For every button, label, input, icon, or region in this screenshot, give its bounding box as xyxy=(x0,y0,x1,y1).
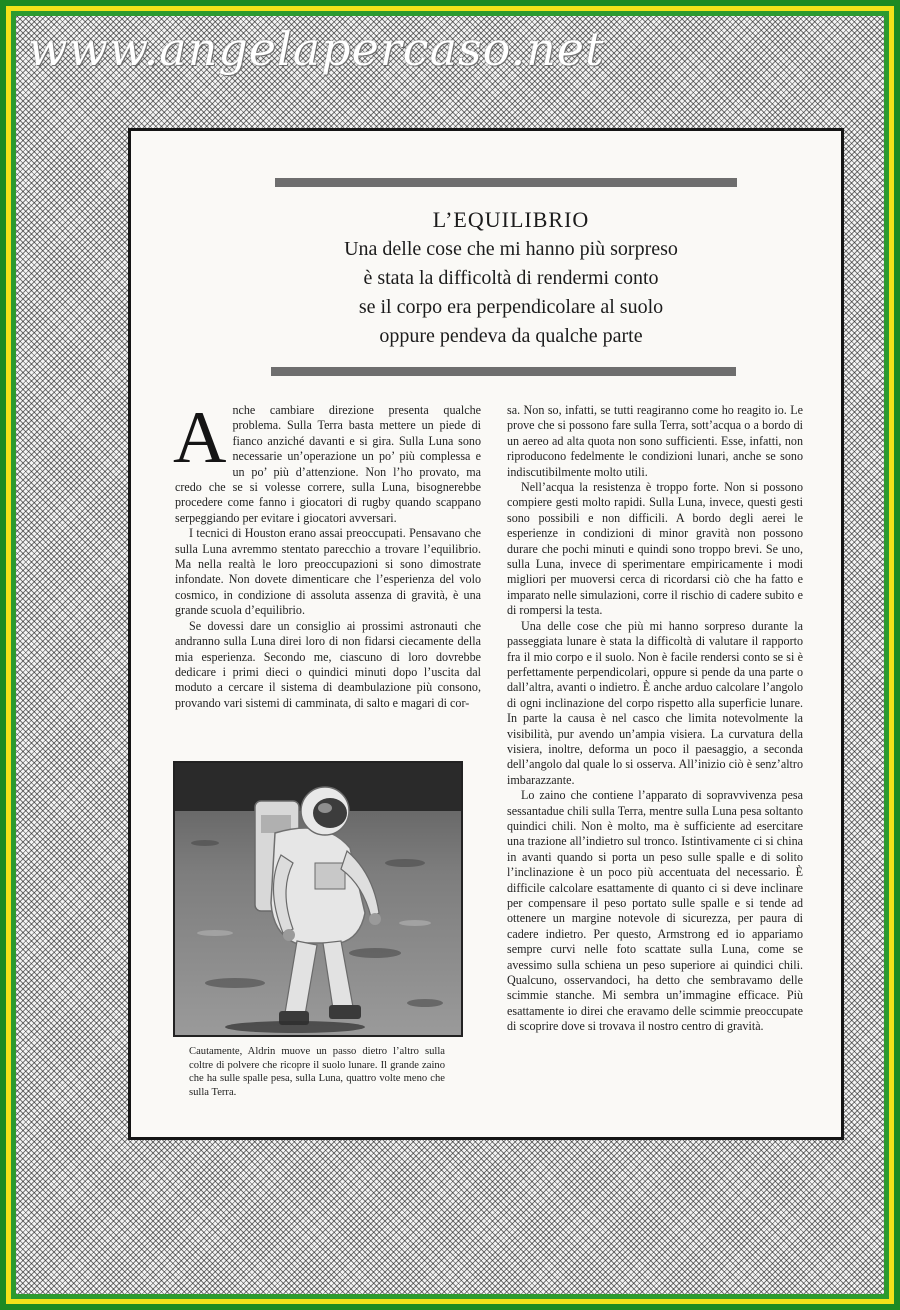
paragraph: sa. Non so, infatti, se tutti reagiranno come ho reagito io. Le prove che si possono fare sulla Terra, sott’acqua o a bordo di un aereo ad alta quota non sono sufficienti. Esse, infatti, non riproducono fedelmente le condizioni lunari, anche se sono indiscutibilmente molto utili. xyxy=(507,403,803,479)
paragraph: Lo zaino che contiene l’apparato di sopravvivenza pesa sessantadue chili sulla Terra, mentre sulla Luna pesa soltanto quindici chili. Non è molto, ma è sufficiente ad esercitare una trazione all’indietro sul tronco. Istintivamente ci si china in avanti quando si porta un peso sulle spalle e di solito l’inclinazione è un poco più accentuata del necessario. È difficile calcolare esattamente di quanto ci si deve inclinare per compensare il peso portato sulle spalle e si tende ad ottenere un margine notevole di sicurezza, per paura di cadere indietro. Per questo, Armstrong ed io appariamo sempre curvi nelle foto scattate sulla Luna, come se avessimo sulla schiena un peso superiore ai quindici chili. Qualcuno, osservandoci, ha detto che sembravamo delle scimmie stanche. Mi sembra un’immagine efficace. Più esattamente io direi che eravamo delle scimmie preoccupate di scoprire dove si trovava il nostro centro di gravità. xyxy=(507,788,803,1034)
subtitle-line: è stata la difficoltà di rendermi conto xyxy=(363,267,659,289)
subtitle-line: Una delle cose che mi hanno più sorpreso xyxy=(344,238,678,260)
watermark: www.angelapercaso.net xyxy=(28,22,605,76)
text-column-left xyxy=(173,397,481,711)
article-subtitle xyxy=(241,235,781,351)
article-title: L’EQUILIBRIO xyxy=(432,207,590,232)
title-rule-top xyxy=(275,178,737,187)
astronaut-on-moon-image xyxy=(175,763,461,1035)
subtitle-line: se il corpo era perpendicolare al suolo xyxy=(358,296,664,318)
title-rule-bottom xyxy=(271,367,736,376)
paragraph: Nell’acqua la resistenza è troppo forte. Non si possono compiere gesti molto rapidi. Sulla Luna, invece, questi gesti sono possibili e non difficili. A bordo degli aerei le esperienze in condizioni di minor gravità non possono durare che pochi minuti e quindi sono troppo brevi. Se uno, sulla Luna, invece di sperimentare empiricamente i modi migliori per muoversi cerca di ricordarsi ciò che ha fatto e imparato nelle simulazioni, corre il rischio di cadere subito e di rompersi la testa. xyxy=(507,480,803,618)
magazine-page xyxy=(128,128,844,1140)
drop-cap: A xyxy=(173,397,227,479)
paragraph-text: nche cambiare direzione presenta qualche problema. Sulla Terra basta mettere un piede di fianco anziché davanti e si gira. Sulla Luna sono necessarie un’operazione un po’ più complessa e un po’ più d’attenzione. Non l’ho provato, ma credo che se si volesse correre, sulla Luna, bisognerebbe procedere come fanno i giocatori di rugby quando scappano serpeggiando per evitare i giocatori avversari. xyxy=(175,403,481,525)
astronaut-photo xyxy=(173,761,463,1037)
paragraph: I tecnici di Houston erano assai preoccupati. Pensavano che sulla Luna avremmo stentato parecchio a trovare l’equilibrio. Ma nella realtà le loro preoccupazioni si sono dimostrate infondate. Non dovete dimenticare che l’esperienza del volo cosmico, in condizione di assoluta assenza di gravità, è una grande scuola d’equilibrio. xyxy=(175,526,481,618)
text-column-right xyxy=(507,403,803,1035)
subtitle-line: oppure pendeva da qualche parte xyxy=(379,325,643,347)
paragraph: Una delle cose che più mi hanno sorpreso durante la passeggiata lunare è stata la difficoltà di valutare il rapporto fra il mio corpo e il suolo. Non è facile rendersi conto se si è perfettamente perpendicolari, oppure si pende da una parte o dall’altra, avanti o indietro. È anche arduo calcolare l’angolo di ogni inclinazione del corpo rispetto alla superficie lunare. In parte la causa è nel casco che limita notevolmente la visibilità, pur avendo un’ampia visiera. La curvatura della visiera, inoltre, deforma un poco il paesaggio, a seconda dell’angolo dal quale lo si osserva. All’inizio ciò è senz’altro imbarazzante. xyxy=(507,618,803,787)
paragraph xyxy=(173,397,481,526)
paragraph: Se dovessi dare un consiglio ai prossimi astronauti che andranno sulla Luna direi loro di non fidarsi ciecamente della mia esperienza. Secondo me, ciascuno di loro dovrebbe dedicare i primi dieci o quindici minuti dopo l’uscita dal moduto a cercare il sistema di deambulazione più consono, provando vari sistemi di camminata, di salto e magari di cor- xyxy=(175,618,481,710)
photo-caption: Cautamente, Aldrin muove un passo dietro l’altro sulla coltre di polvere che ricopre il suolo lunare. Il grande zaino che ha sulle spalle pesa, sulla Luna, quattro volte meno che sulla Terra. xyxy=(189,1046,445,1098)
